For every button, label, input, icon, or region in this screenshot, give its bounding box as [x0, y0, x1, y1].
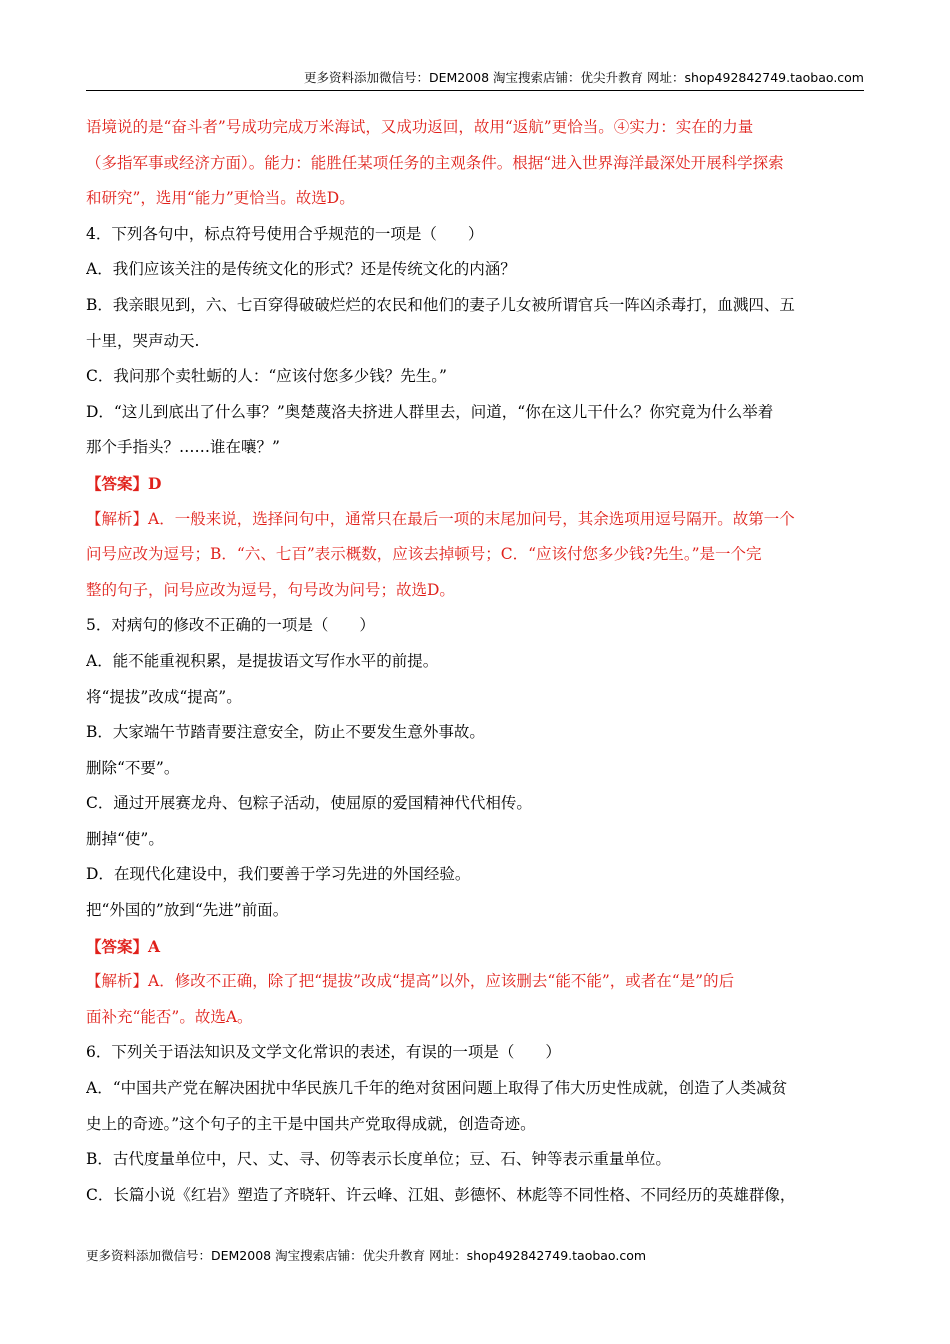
text-line: A．“中国共产党在解决困扰中华民族几千年的绝对贫困问题上取得了伟大历史性成就，创造了人类减贫	[86, 1079, 788, 1098]
answer-line: 【答案】D	[86, 473, 162, 493]
text-line: D．在现代化建设中，我们要善于学习先进的外国经验。	[86, 865, 471, 884]
text-line: 史上的奇迹。”这个句子的主干是中国共产党取得成就，创造奇迹。	[86, 1114, 536, 1133]
text-line: 5．对病句的修改不正确的一项是（ ）	[86, 616, 375, 635]
text-line: 6．下列关于语法知识及文学文化常识的表述，有误的一项是（ ）	[86, 1043, 561, 1062]
document-body	[86, 110, 866, 1213]
answer-line: 【答案】A	[86, 936, 161, 956]
text-line: C．通过开展赛龙舟、包粽子活动，使屈原的爱国精神代代相传。	[86, 794, 532, 813]
text-line: 【解析】A．修改不正确，除了把“提拔”改成“提高”以外，应该删去“能不能”，或者在“是”的后	[86, 972, 735, 991]
text-line: 删掉“使”。	[86, 829, 164, 848]
text-line: C．我问那个卖牡蛎的人：“应该付您多少钱？先生。”	[86, 367, 447, 386]
text-line: D．“这儿到底出了什么事？”奥楚蔑洛夫挤进人群里去，问道，“你在这儿干什么？你究竟为什么举着	[86, 402, 774, 421]
text-line: B．我亲眼见到，六、七百穿得破破烂烂的农民和他们的妻子儿女被所谓官兵一阵凶杀毒打，血溅四、五	[86, 295, 795, 314]
text-line: B．古代度量单位中，尺、丈、寻、仞等表示长度单位；豆、石、钟等表示重量单位。	[86, 1150, 671, 1169]
page-header: 更多资料添加微信号：DEM2008 淘宝搜索店铺：优尖升教育 网址：shop492842749.taobao.com	[86, 68, 864, 91]
text-line: 语境说的是“奋斗者”号成功完成万米海试，又成功返回，故用“返航”更恰当。④实力：实在的力量	[86, 118, 754, 136]
text-line: 整的句子，问号应改为逗号，句号改为问号；故选D。	[86, 580, 455, 599]
text-line: 【解析】A．一般来说，选择问句中，通常只在最后一项的末尾加问号，其余选项用逗号隔开。故第一个	[86, 509, 795, 528]
text-line: C．长篇小说《红岩》塑造了齐晓轩、许云峰、江姐、彭德怀、林彪等不同性格、不同经历的英雄群像，	[86, 1185, 796, 1204]
text-line: A．我们应该关注的是传统文化的形式？还是传统文化的内涵？	[86, 260, 516, 279]
text-line: （多指军事或经济方面）。能力：能胜任某项任务的主观条件。根据“进入世界海洋最深处开展科学探索	[86, 153, 784, 172]
text-line: 4．下列各句中，标点符号使用合乎规范的一项是（ ）	[86, 224, 484, 243]
text-line: 删除“不要”。	[86, 758, 180, 777]
text-line: 将“提拔”改成“提高”。	[86, 687, 242, 706]
text-line: 那个手指头？……谁在嚷？”	[86, 438, 280, 457]
text-line: 十里，哭声动天.	[86, 331, 200, 350]
page-footer: 更多资料添加微信号：DEM2008 淘宝搜索店铺：优尖升教育 网址：shop492842749.taobao.com	[86, 1248, 647, 1263]
text-line: 和研究”，选用“能力”更恰当。故选D。	[86, 189, 355, 208]
text-line: 问号应改为逗号；B．“六、七百”表示概数，应该去掉顿号；C．“应该付您多少钱?先生。”是一个完	[86, 545, 762, 564]
text-line: A．能不能重视积累，是提拔语文写作水平的前提。	[86, 651, 439, 670]
text-line: B．大家端午节踏青要注意安全，防止不要发生意外事故。	[86, 723, 485, 742]
text-line: 面补充“能否”。故选A。	[86, 1007, 253, 1026]
text-line: 把“外国的”放到“先进”前面。	[86, 901, 289, 920]
